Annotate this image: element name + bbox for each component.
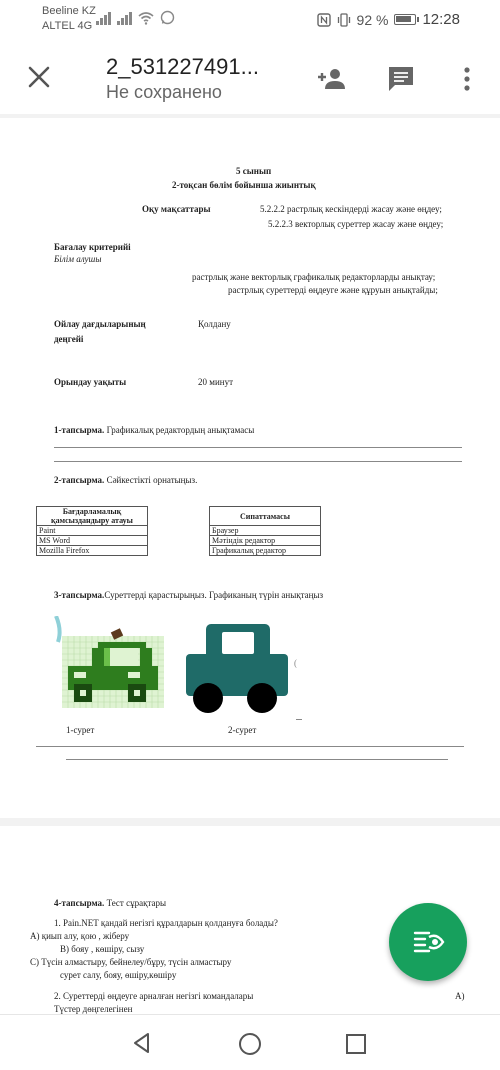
vector-car-image: [184, 624, 290, 718]
table-cell: Mozilla Firefox: [37, 546, 148, 556]
time-value: 20 минут: [198, 377, 234, 387]
whatsapp-icon: [160, 10, 175, 25]
criteria-1: растрлық және векторлық графикалық редакторларды анықтау;: [192, 272, 436, 282]
question-2-option-a: А): [455, 991, 465, 1001]
app-bar: [0, 40, 500, 114]
objective-2: 5.2.2.3 векторлық суреттер жасау және өңдеу;: [268, 219, 444, 229]
objectives-label: Оқу мақсаттары: [142, 204, 211, 214]
battery-icon: [394, 14, 416, 25]
software-table: [36, 506, 148, 556]
question-2: 2. Суреттерді өңдеуге арналған негізгі командалары: [54, 991, 254, 1001]
description-table: [209, 506, 321, 556]
task-4: [54, 898, 166, 909]
table-cell: Paint: [37, 526, 148, 536]
carrier-1: Beeline KZ: [42, 5, 96, 17]
table-cell: Мәтіндік редактор: [210, 536, 321, 546]
thinking-label-2: деңгейі: [54, 334, 84, 344]
nfc-icon: [317, 13, 331, 27]
task-1-text: Графикалық редактордың анықтамасы: [104, 425, 255, 435]
task-2: [54, 475, 197, 486]
task-3-text: Суреттерді қарастырыңыз. Графиканың түрін анықтаңыз: [104, 590, 324, 600]
task-1-label: 1-тапсырма.: [54, 425, 105, 435]
navigation-bar: [0, 1014, 500, 1070]
task-4-label: 4-тапсырма.: [54, 898, 105, 908]
signal-icon: [96, 11, 111, 25]
document-title: 2_531227491...: [106, 54, 259, 79]
task-1: [54, 425, 254, 436]
question-2-continued: Түстер дөңгелегінен: [54, 1004, 133, 1014]
grade: 5 сынып: [236, 166, 272, 176]
question-1-option-b: В) бояу , көшіру, сызу: [60, 944, 145, 954]
task-3: [54, 590, 323, 601]
decorative-mark: [296, 719, 302, 720]
add-person-icon[interactable]: [316, 64, 346, 94]
criteria-2: растрлық суреттерді өңдеуге және құруын анықтайды;: [228, 285, 438, 295]
task-2-text: Сәйкестікті орнатыңыз.: [104, 475, 198, 485]
save-status: Не сохранено: [106, 82, 222, 102]
objective-1: 5.2.2.2 растрлық кескіндерді жасау және өңдеу;: [260, 204, 442, 214]
vibrate-icon: [337, 13, 351, 27]
ink-pen-icon: [411, 925, 445, 959]
document-page-1: [0, 118, 500, 818]
thinking-value: Қолдану: [198, 319, 231, 329]
table-header: Сипаттамасы: [210, 507, 321, 526]
status-bar: [0, 0, 500, 40]
signal-icon: [117, 11, 132, 25]
signal-icons: [96, 10, 175, 25]
home-icon[interactable]: [237, 1031, 263, 1057]
carrier-info: [42, 4, 96, 34]
criteria-label: Бағалау критерийі: [54, 242, 131, 252]
close-icon[interactable]: [24, 62, 54, 92]
carrier-2: ALTEL 4G: [42, 20, 93, 32]
back-icon[interactable]: [130, 1031, 154, 1055]
answer-line: [66, 759, 448, 760]
clock: 12:28: [422, 11, 460, 28]
task-4-text: Тест сұрақтары: [104, 898, 167, 908]
answer-line: [54, 461, 462, 462]
question-1: 1. Pain.NET қандай негізгі құралдарын қолдануға болады?: [54, 918, 278, 928]
heading: 2-тоқсан бөлім бойынша жиынтық: [172, 180, 316, 190]
more-vert-icon[interactable]: [452, 64, 482, 94]
question-1-option-c: С) Түсін алмастыру, бейнелеу/бұру, түсін алмастыру: [30, 957, 232, 967]
comment-icon[interactable]: [386, 64, 416, 94]
question-1-option-a: А) қиып алу, қою , жіберу: [30, 931, 130, 941]
criteria-sub: Білім алушы: [54, 254, 102, 264]
status-right: [317, 11, 460, 28]
recents-icon[interactable]: [344, 1032, 368, 1056]
task-2-label: 2-тапсырма.: [54, 475, 105, 485]
wifi-icon: [138, 11, 154, 25]
question-1-option-d: сурет салу, бояу, өшіру,көшіру: [60, 970, 177, 980]
table-cell: Графикалық редактор: [210, 546, 321, 556]
battery-percent: 92 %: [356, 11, 389, 28]
answer-line: [54, 447, 462, 448]
edit-fab-button[interactable]: [389, 903, 467, 981]
table-cell: MS Word: [37, 536, 148, 546]
image-1-caption: 1-сурет: [66, 725, 95, 735]
thinking-label-1: Ойлау дағдыларының: [54, 319, 146, 329]
raster-car-image: [52, 616, 164, 708]
table-cell: Браузер: [210, 526, 321, 536]
time-label: Орындау уақыты: [54, 377, 127, 387]
task-3-label: 3-тапсырма.: [54, 590, 105, 600]
decorative-mark: (: [294, 658, 297, 668]
image-2-caption: 2-сурет: [228, 725, 257, 735]
answer-line: [36, 746, 464, 747]
table-header: Бағдарламалық қамсыздандыру атауы: [37, 507, 148, 526]
